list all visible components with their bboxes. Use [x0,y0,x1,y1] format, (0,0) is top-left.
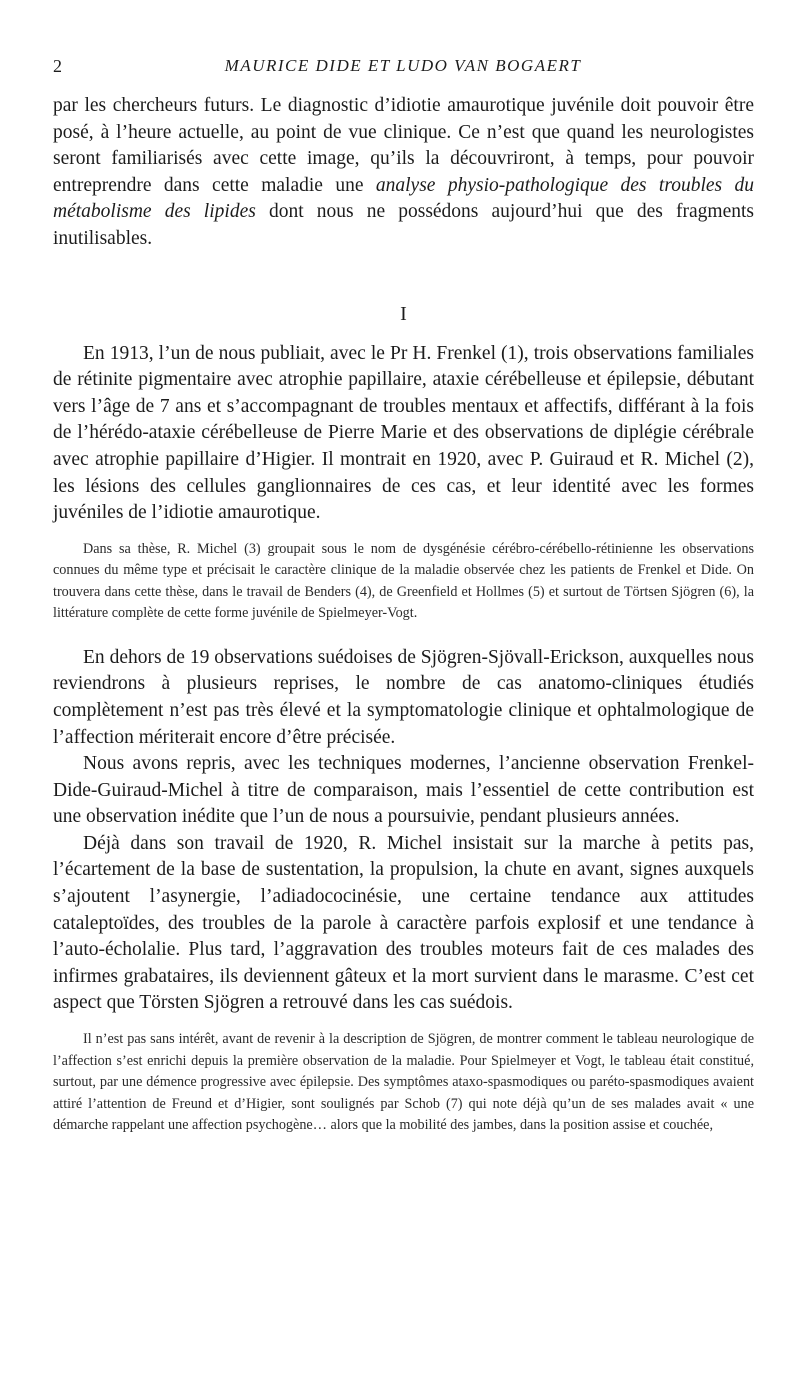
text-run: par les chercheurs futurs. Le diagnostic d’idiotie amaurotique juvénile doit pouvoir être posé, à l’heure actuelle, au point de vue clinique. Ce n’est que quand les neurologistes seront familiarisés avec cette image, qu’ils la découvriront, à temps, pour pouvoir entreprendre dans cette maladie une [53,95,754,196]
paragraph-modern-techniques: Nous avons repris, avec les techniques modernes, l’ancienne observation Frenkel-Dide-Guiraud-Michel à titre de comparaison, mais l’essentiel de cette contribution est une observation inédite que l’un de nous a poursuivie, pendant plusieurs années. [53,753,754,828]
paragraph-clinical-signs: Déjà dans son travail de 1920, R. Michel insistait sur la marche à petits pas, l’écartement de la base de sustentation, la propulsion, la chute en avant, signes auxquels s’ajoutent l’asynergie, l’adiadococinésie, une certaine tendance aux attitudes cataleptoïdes, des troubles de la parole à caractère parfois explosif et une tendance à l’auto-écholalie. Plus tard, l’aggravation des troubles moteurs fait de ces malades des infirmes grabataires, ils deviennent gâteux et la mort survient dans le marasme. C’est cet aspect que Törsten Sjögren a retrouvé dans les cas suédois. [53,832,754,1014]
page-number: 2 [53,56,62,76]
paragraph-frenkel: En 1913, l’un de nous publiait, avec le Pr H. Frenkel (1), trois observations familiales de rétinite pigmentaire avec atrophie papillaire, ataxie cérébelleuse et épilepsie, débutant vers l’âge de 7 ans et s’accompagnant de troubles mentaux et affectifs, différant à la fois de l’hérédo-ataxie cérébelleuse de Pierre Marie et des observations de diplégie cérébrale avec atrophie papillaire d’Higier. Il montrait en 1920, avec P. Guiraud et R. Michel (2), les lésions des cellules ganglionnaires de ces cas, et leur identité avec les formes juvéniles de l’idiotie amaurotique. [53,342,754,524]
page-header [53,56,753,80]
text-run: dont nous ne possédons aujourd’hui que des fragments inutilisables. [53,201,754,249]
paragraph-neurological-picture-note: Il n’est pas sans intérêt, avant de revenir à la description de Sjögren, de montrer comment le tableau neurologique de l’affection s’est enrichi depuis la première observation de la maladie. Pour Spielmeyer et Vogt, le tableau était constitué, surtout, par une démence progressive avec épilepsie. Des symptômes ataxo-spasmodiques ou paréto-spasmodiques avaient attiré l’attention de Freund et d’Higier, sont soulignés par Schob (7) qui note déjà qu’un de ses malades avait « une démarche rappelant une affection psychogène… alors que la mobilité des jambes, dans la position assise et couchée, [53,1031,754,1134]
section-number: I [400,302,407,325]
page-body [53,93,754,1137]
paragraph-intro-continuation [53,93,754,253]
paragraph-swedish-observations: En dehors de 19 observations suédoises de Sjögren-Sjövall-Erickson, auxquelles nous reviendrons à plusieurs reprises, le nombre de cas anatomo-cliniques étudiés complètement n’est pas très élevé et la symptomatologie clinique et ophtalmologique de l’affection mériterait encore d’être précisée. [53,646,754,748]
running-title: MAURICE DIDE ET LUDO VAN BOGAERT [224,56,582,75]
paragraph-michel-thesis-note: Dans sa thèse, R. Michel (3) groupait sous le nom de dysgénésie cérébro-cérébello-rétinienne les observations connues du même type et précisait le caractère clinique de la maladie observée chez les patients de Frenkel et Dide. On trouvera dans cette thèse, dans le travail de Benders (4), de Greenfield et Hollmes (5) et surtout de Törtsen Sjögren (6), la littérature complète de cette forme juvénile de Spielmeyer-Vogt. [53,540,754,622]
italic-phrase: analyse physio-pathologique des troubles du métabolisme des lipides [53,174,754,223]
